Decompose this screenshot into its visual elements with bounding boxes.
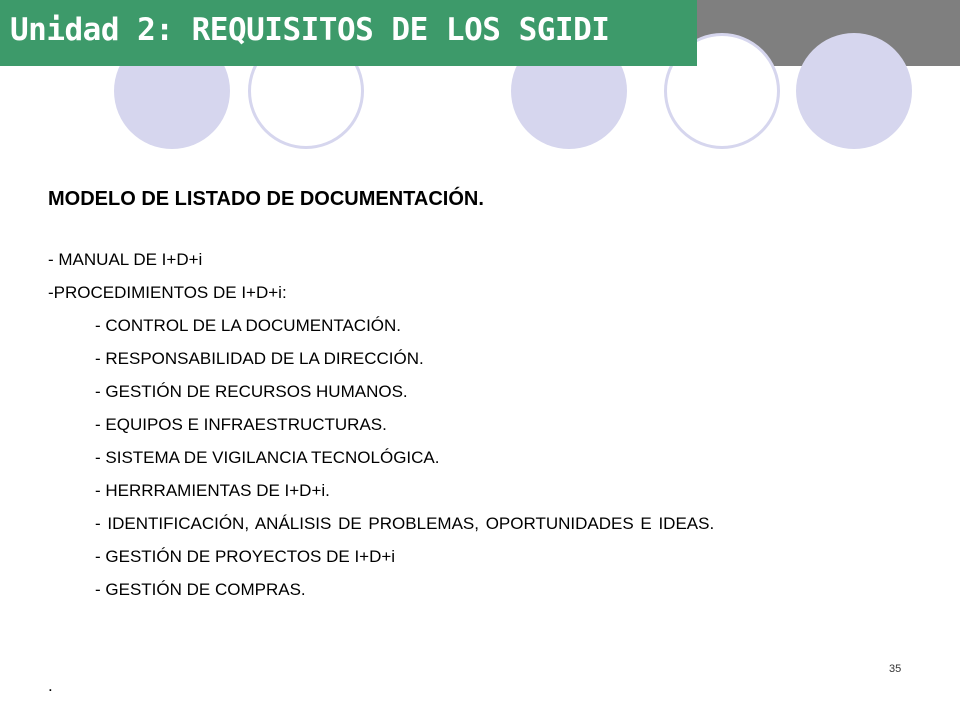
- sub-list-item: - SISTEMA DE VIGILANCIA TECNOLÓGICA.: [95, 448, 440, 467]
- sub-list-item: - GESTIÓN DE PROYECTOS DE I+D+i: [95, 547, 396, 566]
- sub-list-item: - CONTROL DE LA DOCUMENTACIÓN.: [95, 316, 402, 335]
- title-bar: [0, 0, 697, 66]
- page-number: 35: [889, 663, 902, 675]
- sub-list-item: - RESPONSABILIDAD DE LA DIRECCIÓN.: [95, 349, 424, 368]
- sub-list-item: - EQUIPOS E INFRAESTRUCTURAS.: [95, 415, 387, 434]
- sub-list-item: - GESTIÓN DE RECURSOS HUMANOS.: [95, 382, 408, 401]
- sub-list-item: - GESTIÓN DE COMPRAS.: [95, 580, 306, 599]
- sub-list-item: - IDENTIFICACIÓN, ANÁLISIS DE PROBLEMAS, OPORTUNIDADES E IDEAS.: [95, 514, 715, 533]
- section-heading: MODELO DE LISTADO DE DOCUMENTACIÓN.: [48, 188, 484, 210]
- sub-list-item: - HERRRAMIENTAS DE I+D+i.: [95, 481, 330, 500]
- list-item: -PROCEDIMIENTOS DE I+D+i:: [48, 283, 287, 302]
- decorative-circle-filled: [796, 33, 912, 149]
- slide-title: Unidad 2: REQUISITOS DE LOS SGIDI: [10, 12, 610, 48]
- trailing-mark: .: [48, 676, 53, 695]
- list-item: - MANUAL DE I+D+i: [48, 250, 203, 269]
- slide-body: [48, 188, 856, 612]
